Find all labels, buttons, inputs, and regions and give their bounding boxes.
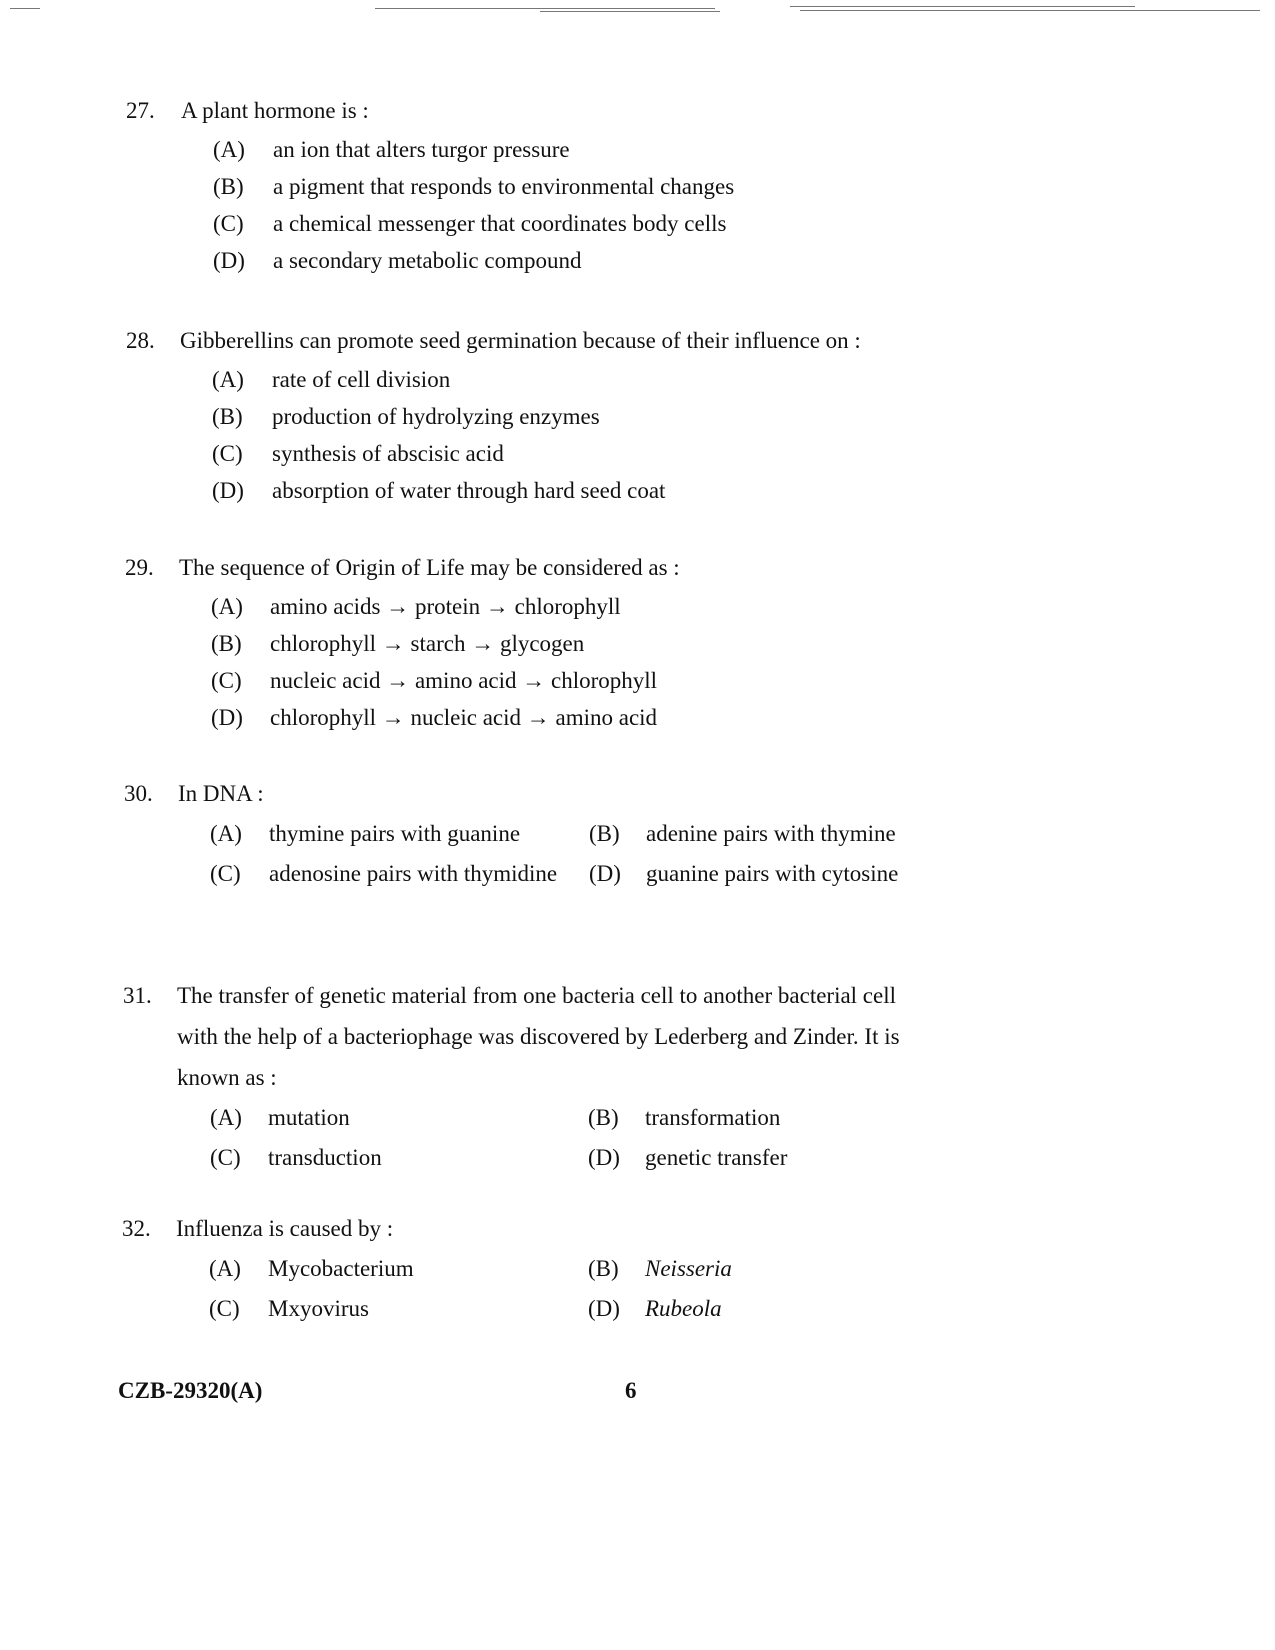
option-c: (C) a chemical messenger that coordinates body cells [213, 211, 727, 236]
question-text: The sequence of Origin of Life may be considered as : [179, 555, 680, 580]
question-text: Gibberellins can promote seed germination because of their influence on : [180, 328, 861, 353]
question-number: 27. [126, 98, 155, 123]
question-number: 28. [126, 328, 155, 353]
option-c: (C) nucleic acid → amino acid → chlorophyll [211, 668, 658, 693]
question-32 [0, 1209, 1275, 1329]
question-29 [0, 548, 1275, 736]
question-number: 30. [124, 781, 153, 806]
option-d: (D) a secondary metabolic compound [213, 248, 582, 273]
scan-artifact-lines [0, 0, 1275, 20]
option-row: (A) thymine pairs with guanine (B) adenine pairs with thymine [210, 821, 896, 846]
question-28 [0, 321, 1275, 509]
option-row: (C) Mxyovirus (D) Rubeola [209, 1296, 722, 1321]
page-number: 6 [625, 1378, 637, 1403]
question-31 [0, 975, 1275, 1178]
question-number: 31. [123, 983, 152, 1008]
option-a: (A) an ion that alters turgor pressure [213, 137, 570, 162]
option-a: (A) amino acids → protein → chlorophyll [211, 594, 621, 619]
option-row: (A) Mycobacterium (B) Neisseria [209, 1256, 732, 1281]
question-27 [0, 91, 1275, 279]
question-text: In DNA : [178, 781, 264, 806]
option-b: (B) production of hydrolyzing enzymes [212, 404, 600, 429]
option-b: (B) chlorophyll → starch → glycogen [211, 631, 585, 656]
question-number: 32. [122, 1216, 151, 1241]
question-text: A plant hormone is : [181, 98, 369, 123]
option-a: (A) rate of cell division [212, 367, 451, 392]
question-text: Influenza is caused by : [176, 1216, 394, 1241]
option-row: (C) adenosine pairs with thymidine (D) guanine pairs with cytosine [210, 861, 899, 886]
option-d: (D) absorption of water through hard seed coat [212, 478, 666, 503]
option-row: (C) transduction (D) genetic transfer [210, 1145, 788, 1170]
option-row: (A) mutation (B) transformation [210, 1105, 781, 1130]
question-30 [0, 774, 1275, 894]
option-d: (D) chlorophyll → nucleic acid → amino acid [211, 705, 658, 730]
option-c: (C) synthesis of abscisic acid [212, 441, 504, 466]
option-b: (B) a pigment that responds to environmental changes [213, 174, 735, 199]
question-number: 29. [125, 555, 154, 580]
paper-code: CZB-29320(A) [118, 1378, 263, 1403]
question-text: The transfer of genetic material from one bacteria cell to another bacterial cell with the help of a bacteriophage was discovered by Lederberg and Zinder. It is known as : [177, 983, 900, 1090]
